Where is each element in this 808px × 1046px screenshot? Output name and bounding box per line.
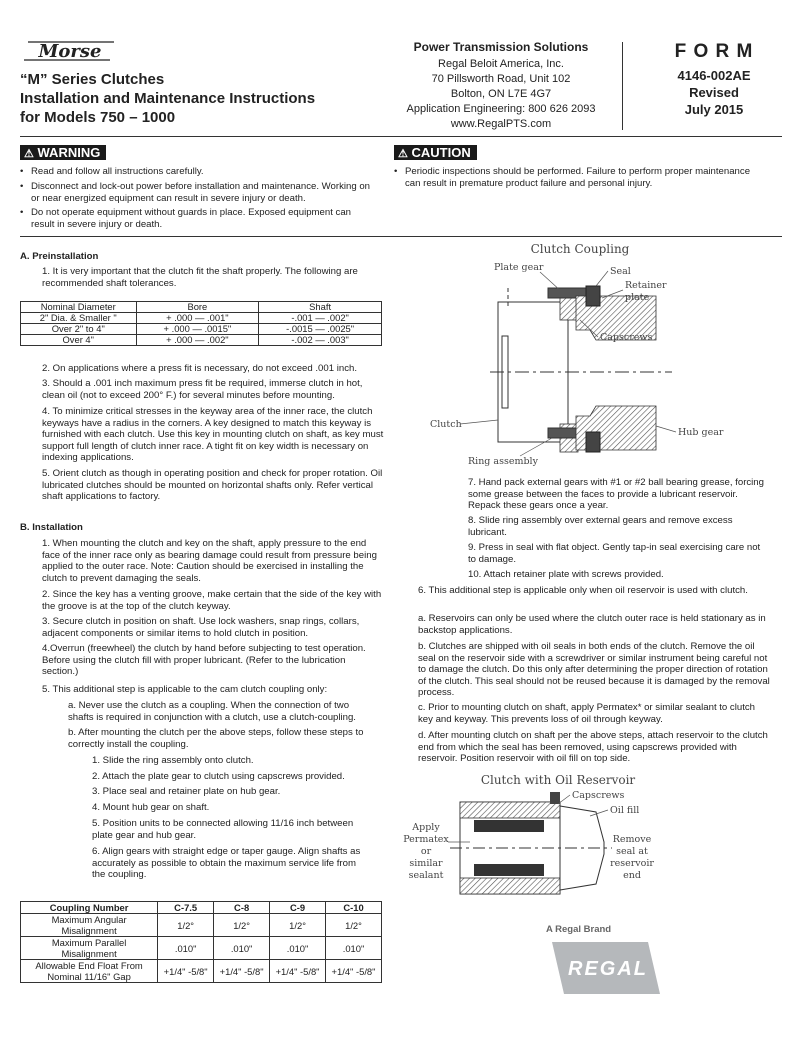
company-url[interactable]: www.RegalPTS.com <box>450 118 552 130</box>
table-cell: Maximum Parallel Misalignment <box>21 937 158 960</box>
coupling-step-8: 8. Slide ring assembly over external gears and remove excess lubricant. <box>468 515 733 538</box>
coupling-step-7: 7. Hand pack external gears with #1 or #2 ball bearing grease, forcing some grease between the faces to provide a lubricant reservoir. Repack these gears once a year. <box>468 477 764 512</box>
preinstallation-p2: 2. On applications where a press fit is necessary, do not exceed .001 inch. <box>42 363 357 374</box>
table-cell: -.002 — .003" <box>259 335 382 346</box>
header-divider <box>622 42 623 130</box>
title-line-2: Installation and Maintenance Instructions <box>20 90 316 107</box>
table-cell: -.001 — .002" <box>259 313 382 324</box>
label-apply: Apply <box>412 822 440 833</box>
warning-item: • Read and follow all instructions carefully. <box>20 166 204 177</box>
company-line: 70 Pillsworth Road, Unit 102 <box>431 73 571 85</box>
reservoir-pb: b. Clutches are shipped with oil seals in both ends of the clutch. Remove the oil seal on the reservoir side with a screwdriver or similar instrument being careful not to damage the clutch. Do this only after determining the proper direction of rotation of the clutch. This seal should not be reused because it is damaged by the removal process. <box>418 641 770 699</box>
figure-title: Clutch Coupling <box>530 242 630 256</box>
table-cell: 1/2° <box>158 914 214 937</box>
label-remove: seal at <box>616 846 648 857</box>
table-header-row <box>21 902 382 914</box>
installation-p3: 3. Secure clutch in position on shaft. Use lock washers, snap rings, collars, adjacent components or similar items to hold clutch in position. <box>42 616 360 639</box>
table-cell: +1/4" -5/8" <box>214 960 270 983</box>
table-cell: + .000 — .002" <box>136 335 259 346</box>
table-header: C-9 <box>270 902 326 914</box>
table-cell: 1/2° <box>326 914 382 937</box>
table-cell: .010" <box>326 937 382 960</box>
form-label: F O R M <box>674 41 754 62</box>
installation-p2: 2. Since the key has a venting groove, make certain that the side of the key with the groove is at the top of the clutch keyway. <box>42 589 382 612</box>
table-cell: .010" <box>270 937 326 960</box>
reservoir-pc: c. Prior to mounting clutch on shaft, apply Permatex* or similar sealant to clutch key and keyway. This prevents loss of oil through keyway. <box>418 702 755 725</box>
caution-triangle-icon: ⚠ <box>398 148 408 160</box>
coupling-step: 4. Mount hub gear on shaft. <box>92 802 210 813</box>
table-row <box>21 914 382 937</box>
label-plate-gear: Plate gear <box>494 262 544 273</box>
table-cell: Allowable End Float From Nominal 11/16" Gap <box>21 960 158 983</box>
form-block <box>626 40 802 118</box>
warning-triangle-icon: ⚠ <box>24 148 34 160</box>
bullet-icon: • <box>394 166 398 177</box>
warning-item: • Disconnect and lock-out power before installation and maintenance. Working on or near energized equipment can result in severe injury or death. <box>20 181 370 204</box>
brand-tagline: A Regal Brand <box>546 924 612 935</box>
installation-p5a: a. Never use the clutch as a coupling. When the connection of two shafts is required in conjunction with a clutch, use a clutch-coupling. <box>68 700 356 723</box>
table-cell: +1/4" -5/8" <box>270 960 326 983</box>
reservoir-figure-title: Clutch with Oil Reservoir <box>480 773 636 787</box>
label-hub-gear: Hub gear <box>678 427 724 438</box>
company-line: Application Engineering: 800 626 2093 <box>406 103 596 115</box>
table-cell: Over 2" to 4" <box>21 324 137 335</box>
morse-logo <box>22 40 118 62</box>
reservoir-p6: 6. This additional step is applicable only when oil reservoir is used with clutch. <box>418 585 748 596</box>
label-remove: end <box>623 870 641 881</box>
outer-race-bottom <box>460 878 560 894</box>
form-revised: Revised <box>689 85 739 100</box>
label-remove: reservoir <box>610 858 654 869</box>
table-cell: +1/4" -5/8" <box>326 960 382 983</box>
table-header: C-8 <box>214 902 270 914</box>
table-header: Nominal Diameter <box>21 302 137 313</box>
label-retainer: Retainer <box>625 280 667 291</box>
table-cell: Maximum Angular Misalignment <box>21 914 158 937</box>
table-row <box>21 313 382 324</box>
title-line-3: for Models 750 – 1000 <box>20 109 176 126</box>
table-cell: + .000 — .001" <box>136 313 259 324</box>
coupling-step-10: 10. Attach retainer plate with screws provided. <box>468 569 664 580</box>
svg-text:Morse: Morse <box>38 41 102 62</box>
label-seal: Seal <box>610 266 631 277</box>
bullet-icon: • <box>20 181 24 192</box>
table-cell: .010" <box>214 937 270 960</box>
table-cell: +1/4" -5/8" <box>158 960 214 983</box>
brand-name: REGAL <box>568 958 648 980</box>
table-row <box>21 937 382 960</box>
installation-heading: B. Installation <box>20 522 83 533</box>
preinstallation-p3: 3. Should a .001 inch maximum press fit be required, immerse clutch in hot, clean oil (not to exceed 200° F.) for several minutes before mounting. <box>42 378 363 401</box>
section-rule <box>20 236 782 237</box>
bearing-top <box>474 820 544 832</box>
company-heading: Power Transmission Solutions <box>413 40 589 54</box>
table-cell: .010" <box>158 937 214 960</box>
table-cell: 2" Dia. & Smaller " <box>21 313 137 324</box>
document-title <box>20 70 360 127</box>
preinstallation-heading: A. Preinstallation <box>20 251 99 262</box>
form-number: 4146-002AE <box>677 68 751 83</box>
coupling-step: 3. Place seal and retainer plate on hub gear. <box>92 786 281 797</box>
bullet-icon: • <box>20 207 24 218</box>
table-cell: 1/2° <box>270 914 326 937</box>
shaft-tolerance-table <box>20 301 382 346</box>
warning-badge: ⚠ WARNING <box>20 145 106 160</box>
table-cell: + .000 — .0015" <box>136 324 259 335</box>
oil-fill-plug <box>550 792 560 804</box>
seal-bottom <box>586 432 600 452</box>
coupling-step-9: 9. Press in seal with flat object. Gently tap-in seal exercising care not to damage. <box>468 542 761 565</box>
header-rule <box>20 136 782 137</box>
label-capscrews: Capscrews <box>600 332 653 343</box>
label-remove: Remove <box>612 834 652 845</box>
seal-top <box>586 286 600 306</box>
table-cell: 1/2° <box>214 914 270 937</box>
installation-p1: 1. When mounting the clutch and key on the shaft, apply pressure to the end face of the inner race only as bearing damage could result from pressure being applied to the outer race. Note: Caution should be exercised in installing the clutch to prevent damaging the seals. <box>42 538 377 584</box>
label-capscrews: Capscrews <box>572 790 625 801</box>
reservoir-pd: d. After mounting clutch on shaft per the above steps, attach reservoir to the clutch end from which the seal has been removed, using capscrews provided with reservoir. Position reservoir with oil fill on top side. <box>418 730 768 765</box>
oil-reservoir-figure <box>400 772 670 902</box>
label-clutch: Clutch <box>430 419 462 430</box>
company-line: Bolton, ON L7E 4G7 <box>450 88 552 100</box>
label-ring-assembly: Ring assembly <box>468 456 538 467</box>
coupling-table <box>20 901 382 983</box>
label-apply: similar <box>409 858 443 869</box>
table-header: Shaft <box>259 302 382 313</box>
table-row <box>21 960 382 983</box>
label-oil-fill: Oil fill <box>610 805 640 816</box>
caution-item: • Periodic inspections should be performed. Failure to perform proper maintenance can result in premature product failure and personal injury. <box>394 166 751 189</box>
label-apply: Permatex <box>403 834 449 845</box>
table-header: Bore <box>136 302 259 313</box>
warning-item: • Do not operate equipment without guards in place. Exposed equipment can result in severe injury or death. <box>20 207 351 230</box>
label-apply: sealant <box>408 870 444 881</box>
coupling-step: 5. Position units to be connected allowing 11/16 inch between plate gear and hub gear. <box>92 818 354 841</box>
company-line: Regal Beloit America, Inc. <box>438 58 564 70</box>
caution-badge: ⚠ CAUTION <box>394 145 477 160</box>
preinstallation-p1: 1. It is very important that the clutch fit the shaft properly. The following are recommended shaft tolerances. <box>42 266 358 289</box>
table-header: C-7.5 <box>158 902 214 914</box>
installation-p5: 5. This additional step is applicable to the cam clutch coupling only: <box>42 684 328 695</box>
preinstallation-p5: 5. Orient clutch as though in operating position and check for proper rotation. Oil lubricated clutches should be mounted on horizontal shafts only. Refer vertical shaft applications to factory. <box>42 468 383 503</box>
table-header-row <box>21 302 382 313</box>
label-apply: or <box>420 846 432 857</box>
table-header: Coupling Number <box>21 902 158 914</box>
coupling-step: 1. Slide the ring assembly onto clutch. <box>92 755 254 766</box>
company-block <box>384 40 618 132</box>
title-line-1: “M” Series Clutches <box>20 71 165 88</box>
coupling-step: 2. Attach the plate gear to clutch using capscrews provided. <box>92 771 345 782</box>
clutch-coupling-figure <box>420 240 740 472</box>
regal-logo <box>546 940 666 996</box>
installation-p4: 4.Overrun (freewheel) the clutch by hand before subjecting to test operation. Before using the clutch fill with proper lubricant. (Refer to the lubrication section.) <box>42 643 366 678</box>
table-row <box>21 335 382 346</box>
table-header: C-10 <box>326 902 382 914</box>
reservoir-pa: a. Reservoirs can only be used where the clutch outer race is held stationary as in backstop applications. <box>418 613 766 636</box>
preinstallation-p4: 4. To minimize critical stresses in the keyway area of the inner race, the clutch keyways have a radius in the corners. A key designed to match this keyway is furnished with each clutch. Use this key in mounting clutch on shaft, as key must support full length of clutch inner race. A tight fit on key width is necessary on indexing applications. <box>42 406 384 464</box>
table-cell: -.0015 — .0025" <box>259 324 382 335</box>
table-row <box>21 324 382 335</box>
label-plate: plate <box>625 292 650 303</box>
installation-p5b: b. After mounting the clutch per the above steps, follow these steps to correctly install the coupling. <box>68 727 364 750</box>
bearing-bottom <box>474 864 544 876</box>
table-cell: Over 4" <box>21 335 137 346</box>
form-date: July 2015 <box>684 102 744 117</box>
outer-race-top <box>460 802 560 818</box>
coupling-step: 6. Align gears with straight edge or taper gauge. Align shafts as accurately as possible to obtain the maximum service life from the coupling. <box>92 846 361 881</box>
bullet-icon: • <box>20 166 24 177</box>
